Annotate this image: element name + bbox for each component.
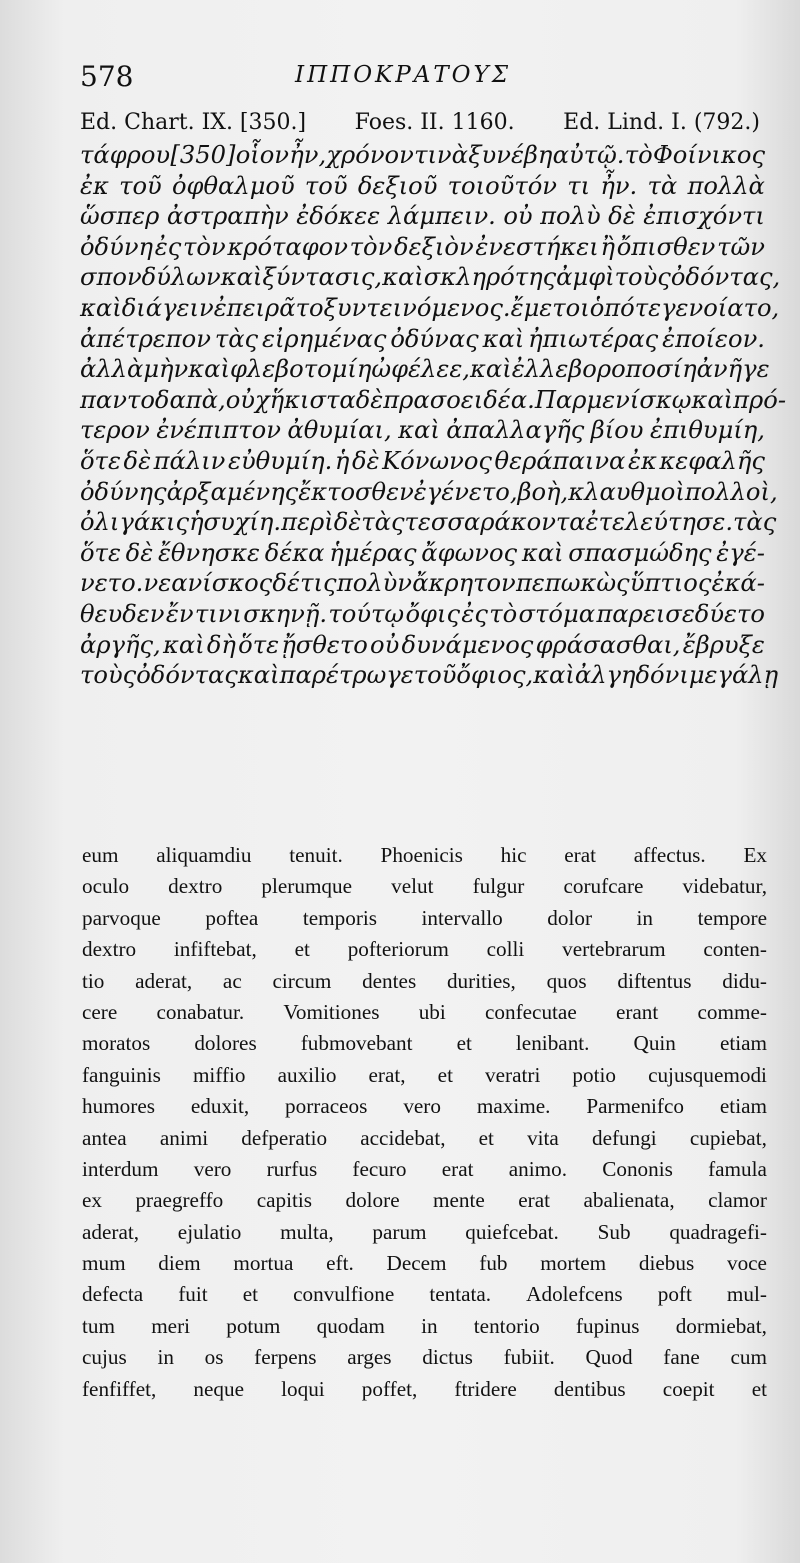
latin-text-line: fanguinis miffio auxilio erat, et veratri potio cujusquemodi <box>82 1062 767 1087</box>
edition-references <box>80 110 760 135</box>
greek-text-line: τερον ἐνέπιπτον ἀθυμίαι, καὶ ἀπαλλαγῆς βίου ἐπιθυμίη, <box>80 416 765 445</box>
greek-text-line: ἀργῆς, καὶ δὴ ὅτε ᾔσθετο οὐ δυνάμενος φράσασθαι, ἔβρυξε <box>80 630 765 659</box>
latin-text-line: interdum vero rurfus fecuro erat animo. Cononis famula <box>82 1156 767 1181</box>
edition-foes: Foes. II. 1160. <box>354 110 515 135</box>
greek-text-line: ὅτε δὲ πάλιν εὐθυμίη. ἡ δὲ Κόνωνος θεράπαινα ἐκ κεφαλῆς <box>80 446 765 475</box>
latin-text-line: cujus in os ferpens arges dictus fubiit. Quod fane cum <box>82 1345 767 1370</box>
greek-text-line: ἀλλὰ μὴν καὶ φλεβοτομίη ὠφέλεε, καὶ ἐλλεβοροποσίη ἀνῆγε <box>80 355 770 384</box>
latin-text-line: humores eduxit, porraceos vero maxime. Parmenifco etiam <box>82 1094 767 1119</box>
greek-text-line: ὥσπερ ἀστραπὴν ἐδόκεε λάμπειν. οὐ πολὺ δὲ ἐπισχόντι <box>80 202 765 231</box>
greek-text-block <box>80 140 786 691</box>
page-number: 578 <box>80 60 134 93</box>
greek-text-line: ὀδύνης ἀρξαμένης ἔκτοσθεν ἐγένετο, βοὴ, κλαυθμοὶ πολλοὶ, <box>80 477 778 506</box>
edition-linden: Ed. Lind. I. (792.) <box>563 110 760 135</box>
greek-text-line: παντοδαπὰ, οὐχ ἥκιστα δὲ πρασοειδέα. Παρμενίσκῳ καὶ πρό- <box>80 385 786 414</box>
latin-text-line: defecta fuit et convulfione tentata. Adolefcens poft mul- <box>82 1282 767 1307</box>
greek-text-line: καὶ διάγειν ἐπειρᾶτο ξυντεινόμενος. ἔμετοι ὁπότε γενοίατο, <box>80 293 780 322</box>
latin-text-line: fenfiffet, neque loqui poffet, ftridere dentibus coepit et <box>82 1376 767 1401</box>
greek-text-line: ὀδύνη ἐς τὸν κρόταφον τὸν δεξιὸν ἐνεστήκει ἢ ὄπισθεν τῶν <box>80 232 765 261</box>
greek-text-line: τάφρου [350] οἷον ἦν, χρόνον τινὰ ξυνέβη αὐτῷ. τὸ Φοίνικος <box>80 141 765 169</box>
latin-text-line: ex praegreffo capitis dolore mente erat abalienata, clamor <box>82 1188 767 1213</box>
greek-text-line: τοὺς ὀδόντας καὶ παρέτρωγε τοῦ ὄφιος, καὶ ἀλγηδόνι μεγάλῃ <box>80 661 779 690</box>
greek-text-line: ὅτε δὲ ἔθνησκε δέκα ἡμέρας ἄφωνος καὶ σπασμώδης ἐγέ- <box>80 538 765 567</box>
latin-text-line: moratos dolores fubmovebant et lenibant. Quin etiam <box>82 1031 767 1056</box>
latin-text-line: tio aderat, ac circum dentes durities, quos diftentus didu- <box>82 968 767 993</box>
latin-text-line: oculo dextro plerumque velut fulgur corufcare videbatur, <box>82 874 767 899</box>
greek-text-line: ὀλιγάκις ἡσυχίη. περὶ δὲ τὰς τεσσαράκοντα ἐτελεύτησε. τὰς <box>80 508 777 537</box>
greek-text-line: θευδεν ἔν τινι σκηνῇ. τούτῳ ὄφις ἐς τὸ στόμα παρεισεδύετο <box>80 599 765 628</box>
latin-text-line: dextro infiftebat, et pofteriorum colli vertebrarum conten- <box>82 937 767 962</box>
latin-text-line: mum diem mortua eft. Decem fub mortem diebus voce <box>82 1251 767 1276</box>
latin-text-block <box>82 840 767 1405</box>
edition-chartier: Ed. Chart. IX. [350.] <box>80 110 307 135</box>
latin-text-line: parvoque poftea temporis intervallo dolor in tempore <box>82 905 767 930</box>
greek-text-line: ἀπέτρεπον τὰς εἰρημένας ὀδύνας καὶ ἠπιωτέρας ἐποίεον. <box>80 324 765 353</box>
latin-text-line: cere conabatur. Vomitiones ubi confecutae erant comme- <box>82 999 767 1024</box>
latin-text-line: tum meri potum quodam in tentorio fupinus dormiebat, <box>82 1313 767 1338</box>
latin-text-line: eum aliquamdiu tenuit. Phoenicis hic erat affectus. Ex <box>82 843 767 867</box>
latin-text-line: antea animi defperatio accidebat, et vita defungi cupiebat, <box>82 1125 767 1150</box>
greek-text-line: σπονδύλων καὶ ξύντασις, καὶ σκληρότης ἀμφὶ τοὺς ὀδόντας, <box>80 263 781 292</box>
running-head: ΙΠΠΟΚΡΑΤΟΥΣ <box>295 62 511 88</box>
greek-text-line: ἐκ τοῦ ὀφθαλμοῦ τοῦ δεξιοῦ τοιοῦτόν τι ἦν. τὰ πολλὰ <box>80 171 765 200</box>
greek-text-line: νετο. νεανίσκος δέ τις πολὺν ἄκρητον πεπωκὼς ὕπτιος ἐκά- <box>80 569 765 598</box>
latin-text-line: aderat, ejulatio multa, parum quiefcebat. Sub quadragefi- <box>82 1219 767 1244</box>
